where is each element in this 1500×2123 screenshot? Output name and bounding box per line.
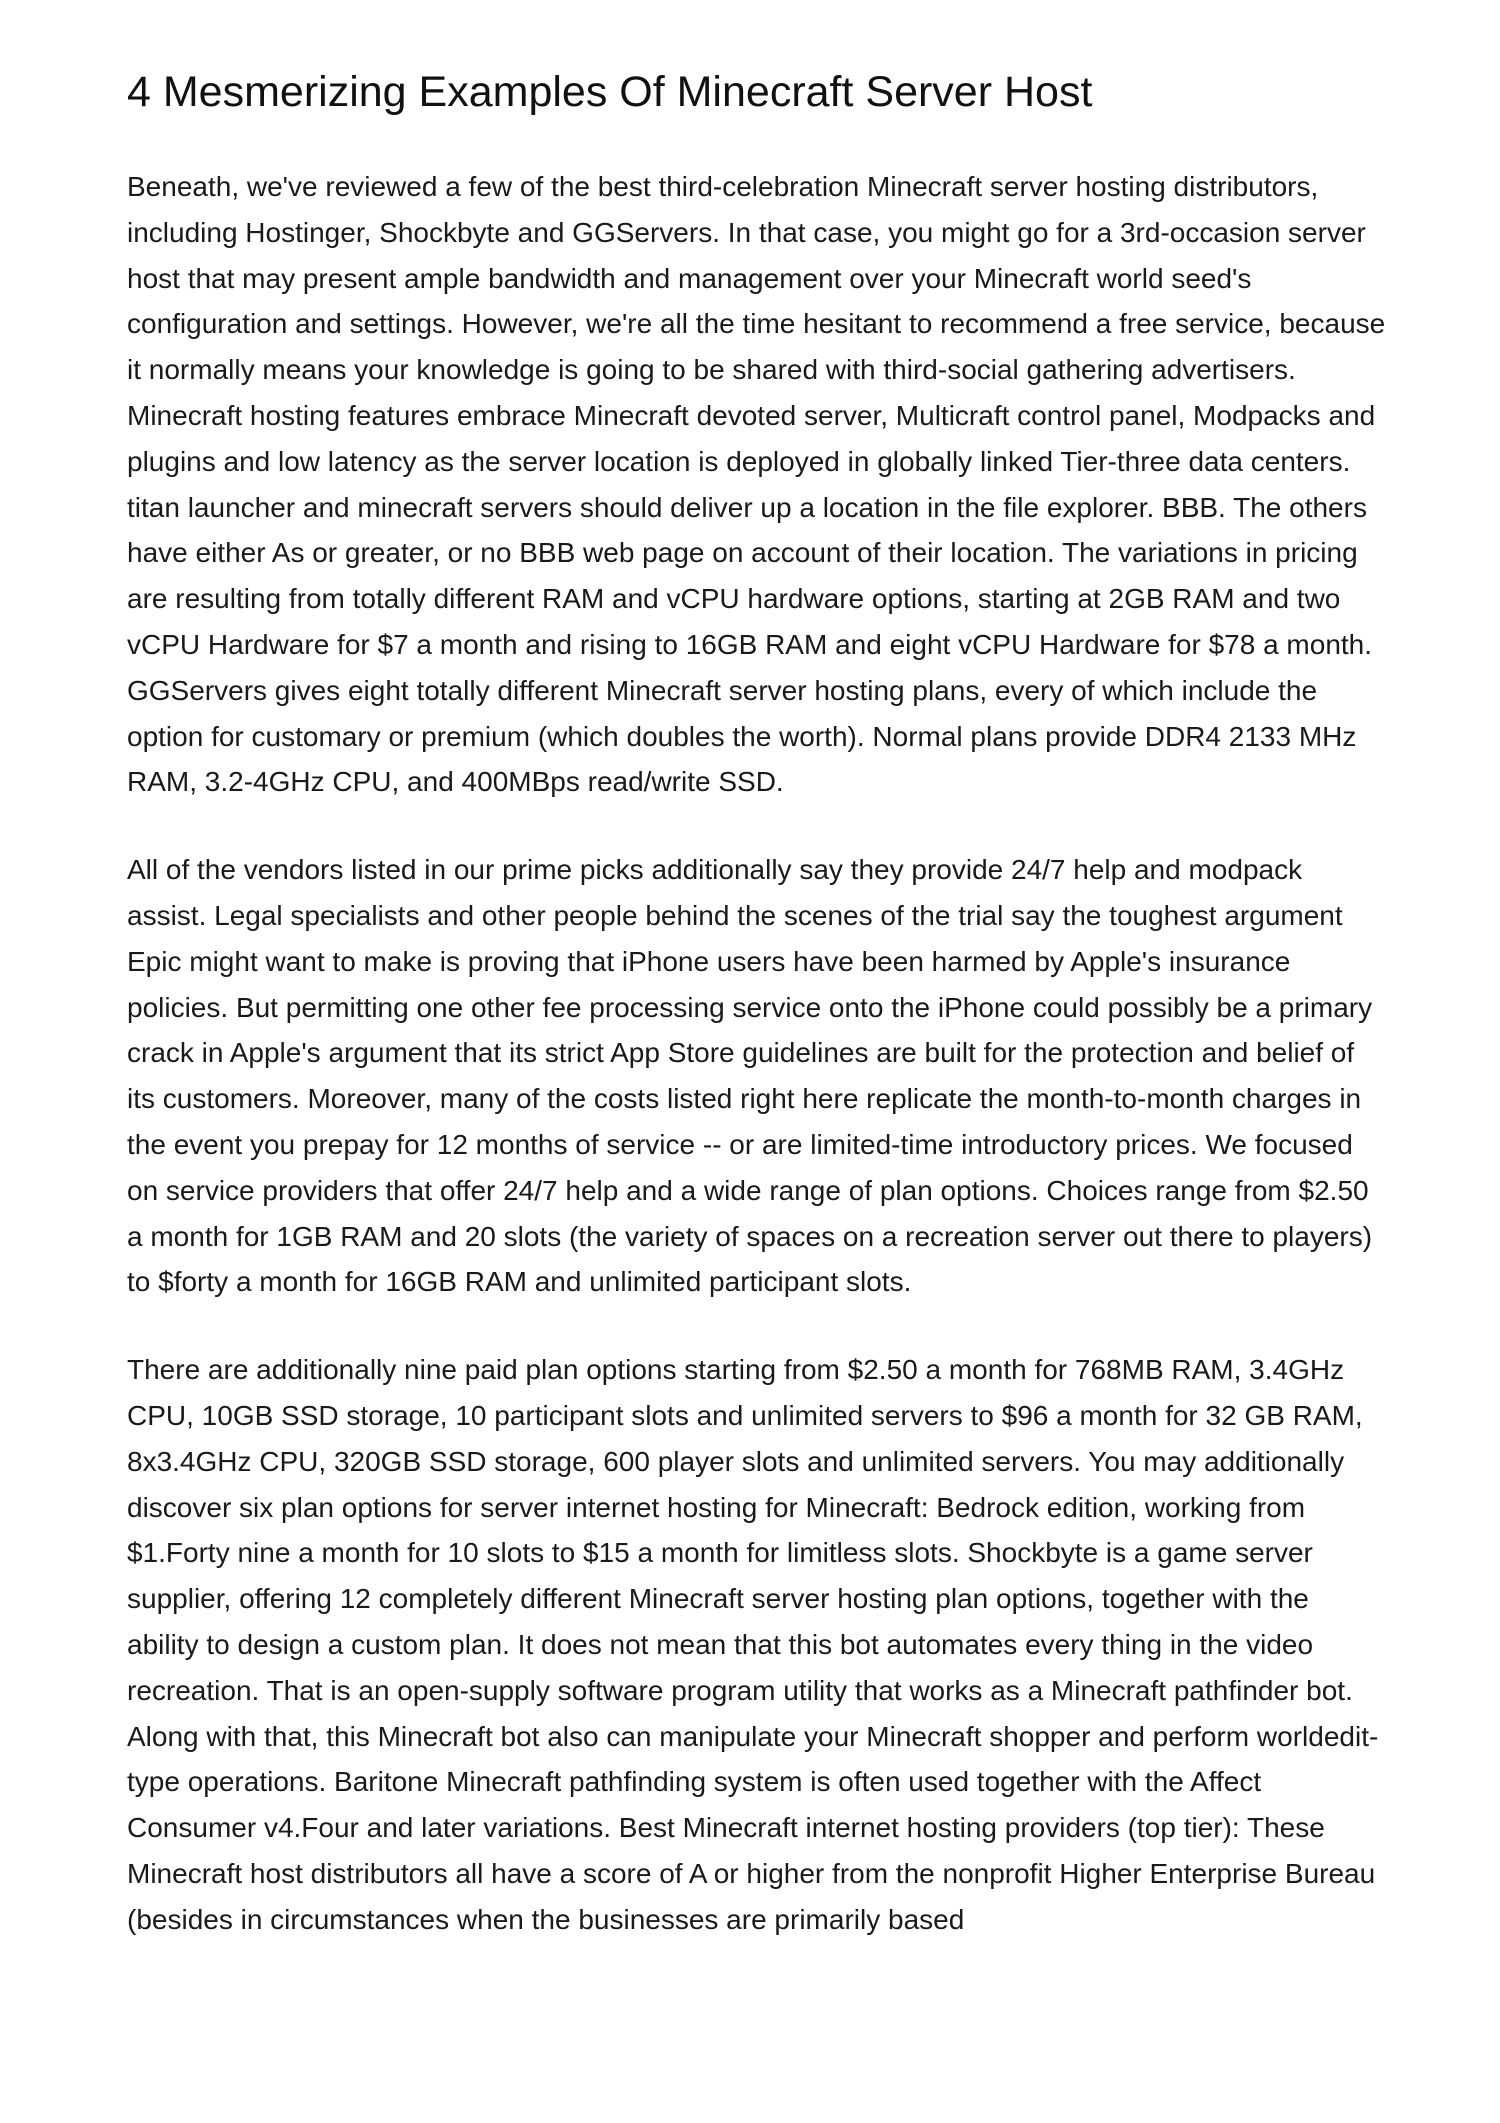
document-title: 4 Mesmerizing Examples Of Minecraft Server Host: [127, 68, 1093, 116]
paragraph-2: All of the vendors listed in our prime picks additionally say they provide 24/7 help and modpack assist. Legal specialists and other people behind the scenes of the trial say the toughest argument Epic might want to make is proving that iPhone users have been harmed by Apple's insurance policies. But permitting one other fee processing service onto the iPhone could possibly be a primary crack in Apple's argument that its strict App Store guidelines are built for the protection and belief of its customers. Moreover, many of the costs listed right here replicate the month-to-month charges in the event you prepay for 12 months of service -- or are limited-time introductory prices. We focused on service providers that offer 24/7 help and a wide range of plan options. Choices range from $2.50 a month for 1GB RAM and 20 slots (the variety of spaces on a recreation server out there to players) to $forty a month for 16GB RAM and unlimited participant slots.: [127, 854, 1373, 1298]
paragraph-3: There are additionally nine paid plan options starting from $2.50 a month for 768MB RAM, 3.4GHz CPU, 10GB SSD storage, 10 participant slots and unlimited servers to $96 a month for 32 GB RAM, 8x3.4GHz CPU, 320GB SSD storage, 600 player slots and unlimited servers. You may additionally discover six plan options for server internet hosting for Minecraft: Bedrock edition, working from $1.Forty nine a month for 10 slots to $15 a month for limitless slots. Shockbyte is a game server supplier, offering 12 completely different Minecraft server hosting plan options, together with the ability to design a custom plan. It does not mean that this bot automates every thing in the video recreation. That is an open-supply software program utility that works as a Minecraft pathfinder bot. Along with that, this Minecraft bot also can manipulate your Minecraft shopper and perform worldedit-type operations. Baritone Minecraft pathfinding system is often used together with the Affect Consumer v4.Four and later variations. Best Minecraft internet hosting providers (top tier): These Minecraft host distributors all have a score of A or higher from the nonprofit Higher Enterprise Bureau (besides in circumstances when the businesses are primarily based: [127, 1354, 1379, 1935]
paragraph-1: Beneath, we've reviewed a few of the best third-celebration Minecraft server hosting distributors, including Hostinger, Shockbyte and GGServers. In that case, you might go for a 3rd-occasion server host that may present ample bandwidth and management over your Minecraft world seed's configuration and settings. However, we're all the time hesitant to recommend a free service, because it normally means your knowledge is going to be shared with third-social gathering advertisers. Minecraft hosting features embrace Minecraft devoted server, Multicraft control panel, Modpacks and plugins and low latency as the server location is deployed in globally linked Tier-three data centers. titan launcher and minecraft servers should deliver up a location in the file explorer. BBB. The others have either As or greater, or no BBB web page on account of their location. The variations in pricing are resulting from totally different RAM and vCPU hardware options, starting at 2GB RAM and two vCPU Hardware for $7 a month and rising to 16GB RAM and eight vCPU Hardware for $78 a month. GGServers gives eight totally different Minecraft server hosting plans, every of which include the option for customary or premium (which doubles the worth). Normal plans provide DDR4 2133 MHz RAM, 3.2-4GHz CPU, and 400MBps read/write SSD.: [127, 171, 1386, 798]
document-page: [127, 62, 1387, 1984]
